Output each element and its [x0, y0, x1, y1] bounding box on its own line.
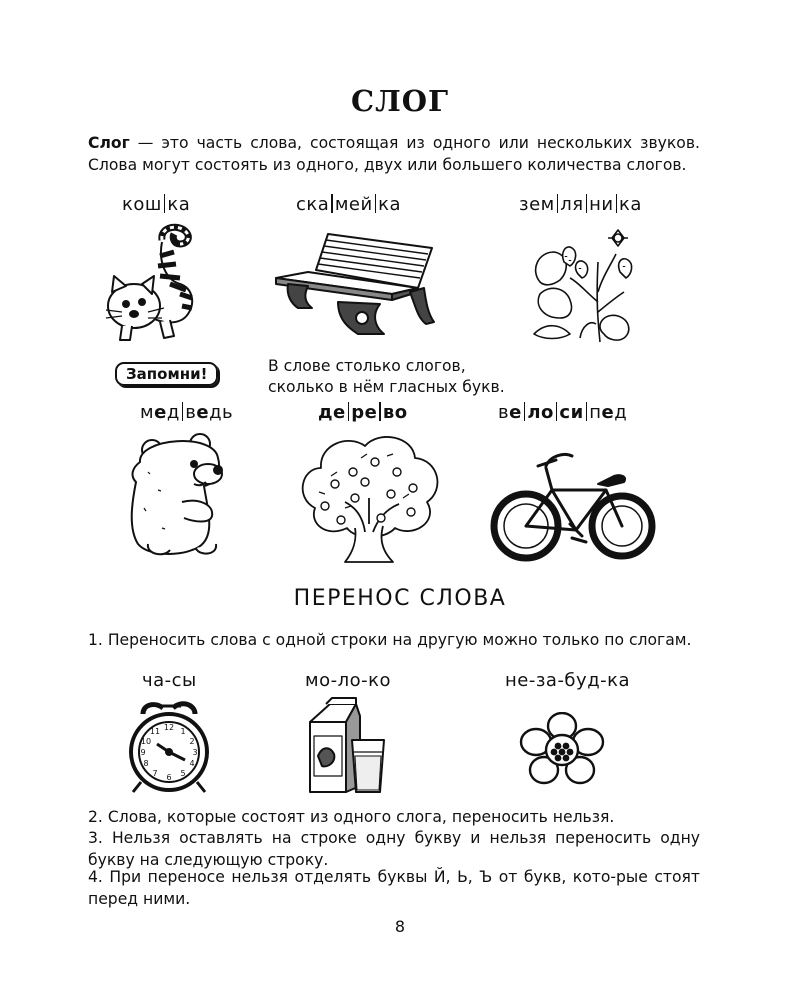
vowel-rule-line-1: В слове столько слогов, [268, 357, 466, 375]
syllable-separator [557, 194, 559, 213]
syllable-word-bench [296, 194, 401, 215]
syllable-separator [379, 402, 381, 421]
svg-text:11: 11 [149, 727, 161, 736]
syllable: мей [334, 194, 373, 215]
svg-text:2: 2 [189, 737, 195, 746]
svg-text:8: 8 [143, 759, 149, 768]
rule-3: 3. Нельзя оставлять на строке одну букву и нельзя переносить одну букву на следующую строку. [88, 829, 700, 869]
definition-text: — это часть слова, состоящая из одного или нескольких звуков. Слова могут состоять из одного, двух или большего количества слогов. [88, 134, 700, 174]
bold-letter: р [351, 402, 365, 423]
definition-paragraph [88, 133, 700, 176]
section-title: ПЕРЕНОС СЛОВА [293, 586, 507, 611]
strawberry-plant-icon [520, 222, 640, 347]
syllable-separator [331, 194, 333, 213]
bicycle-icon [490, 446, 658, 566]
letter: в [185, 402, 197, 423]
syllable-separator [524, 402, 526, 421]
bold-letter: е [364, 402, 378, 423]
milk-carton-icon [300, 696, 390, 796]
bold-letter: д [318, 402, 334, 423]
alarm-clock-icon [115, 700, 225, 796]
syllable-separator [375, 194, 377, 213]
syllable-separator [586, 402, 588, 421]
hyphen-word-flower: не-за-буд-ка [505, 670, 631, 691]
letter: м [140, 402, 155, 423]
letter: д [614, 402, 628, 423]
bear-icon [118, 432, 238, 562]
vowel-rule-line-2: сколько в нём гласных букв. [268, 378, 505, 396]
flower-icon [514, 712, 610, 788]
bold-letter: в [382, 402, 395, 423]
bold-letter: л [527, 402, 542, 423]
bold-letter: е [333, 402, 346, 423]
syllable: ка [619, 194, 642, 215]
svg-text:4: 4 [189, 759, 195, 768]
svg-text:3: 3 [192, 748, 198, 757]
page-number: 8 [394, 917, 406, 936]
vowel-word-tree [318, 402, 408, 423]
svg-text:9: 9 [140, 748, 146, 757]
bold-letter: о [541, 402, 554, 423]
letter: д [166, 402, 180, 423]
letter: дь [209, 402, 234, 423]
syllable-separator [616, 194, 618, 213]
syllable: ка [378, 194, 402, 215]
syllable-separator [164, 194, 166, 213]
syllable-separator [182, 402, 184, 421]
rule-1: 1. Переносить слова с одной строки на другую можно только по слогам. [88, 631, 692, 649]
syllable: кош [122, 194, 162, 215]
letter: п [589, 402, 602, 423]
svg-text:10: 10 [140, 737, 152, 746]
definition-term: Слог [88, 134, 130, 152]
bold-letter: о [394, 402, 408, 423]
letter: в [498, 402, 510, 423]
syllable-separator [556, 402, 558, 421]
syllable: зем [519, 194, 555, 215]
syllable: ка [167, 194, 191, 215]
svg-text:12: 12 [163, 723, 175, 732]
cat-icon [100, 222, 220, 347]
bold-letter: е [509, 402, 522, 423]
page-title: СЛОГ [350, 84, 449, 118]
vowel-word-bear [140, 402, 233, 423]
bold-letter: с [559, 402, 571, 423]
remember-badge: Запомни! [115, 362, 218, 386]
syllable: ска [296, 194, 330, 215]
bold-letter: е [154, 402, 167, 423]
svg-text:1: 1 [180, 727, 186, 736]
syllable-separator [348, 402, 350, 421]
hyphen-word-milk: мо-ло-ко [305, 670, 391, 691]
syllable-word-cat [122, 194, 190, 215]
syllable: ля [560, 194, 584, 215]
bold-letter: и [570, 402, 584, 423]
bold-letter: е [196, 402, 210, 423]
tree-icon [295, 428, 445, 566]
rule-2: 2. Слова, которые состоят из одного слога, переносить нельзя. [88, 808, 615, 826]
svg-text:7: 7 [152, 769, 158, 778]
syllable-separator [586, 194, 588, 213]
syllable-word-strawberry [519, 194, 642, 215]
vowel-word-bicycle [498, 402, 627, 423]
hyphen-word-clock: ча-сы [142, 670, 197, 691]
syllable: ни [589, 194, 614, 215]
svg-text:5: 5 [180, 769, 186, 778]
bold-letter: е [601, 402, 615, 423]
svg-text:6: 6 [166, 773, 172, 782]
rule-4: 4. При переносе нельзя отделять буквы Й, Ь, Ъ от букв, кото-рые стоят перед ними. [88, 868, 700, 908]
vowel-rule [268, 356, 505, 398]
bench-icon [268, 226, 438, 341]
